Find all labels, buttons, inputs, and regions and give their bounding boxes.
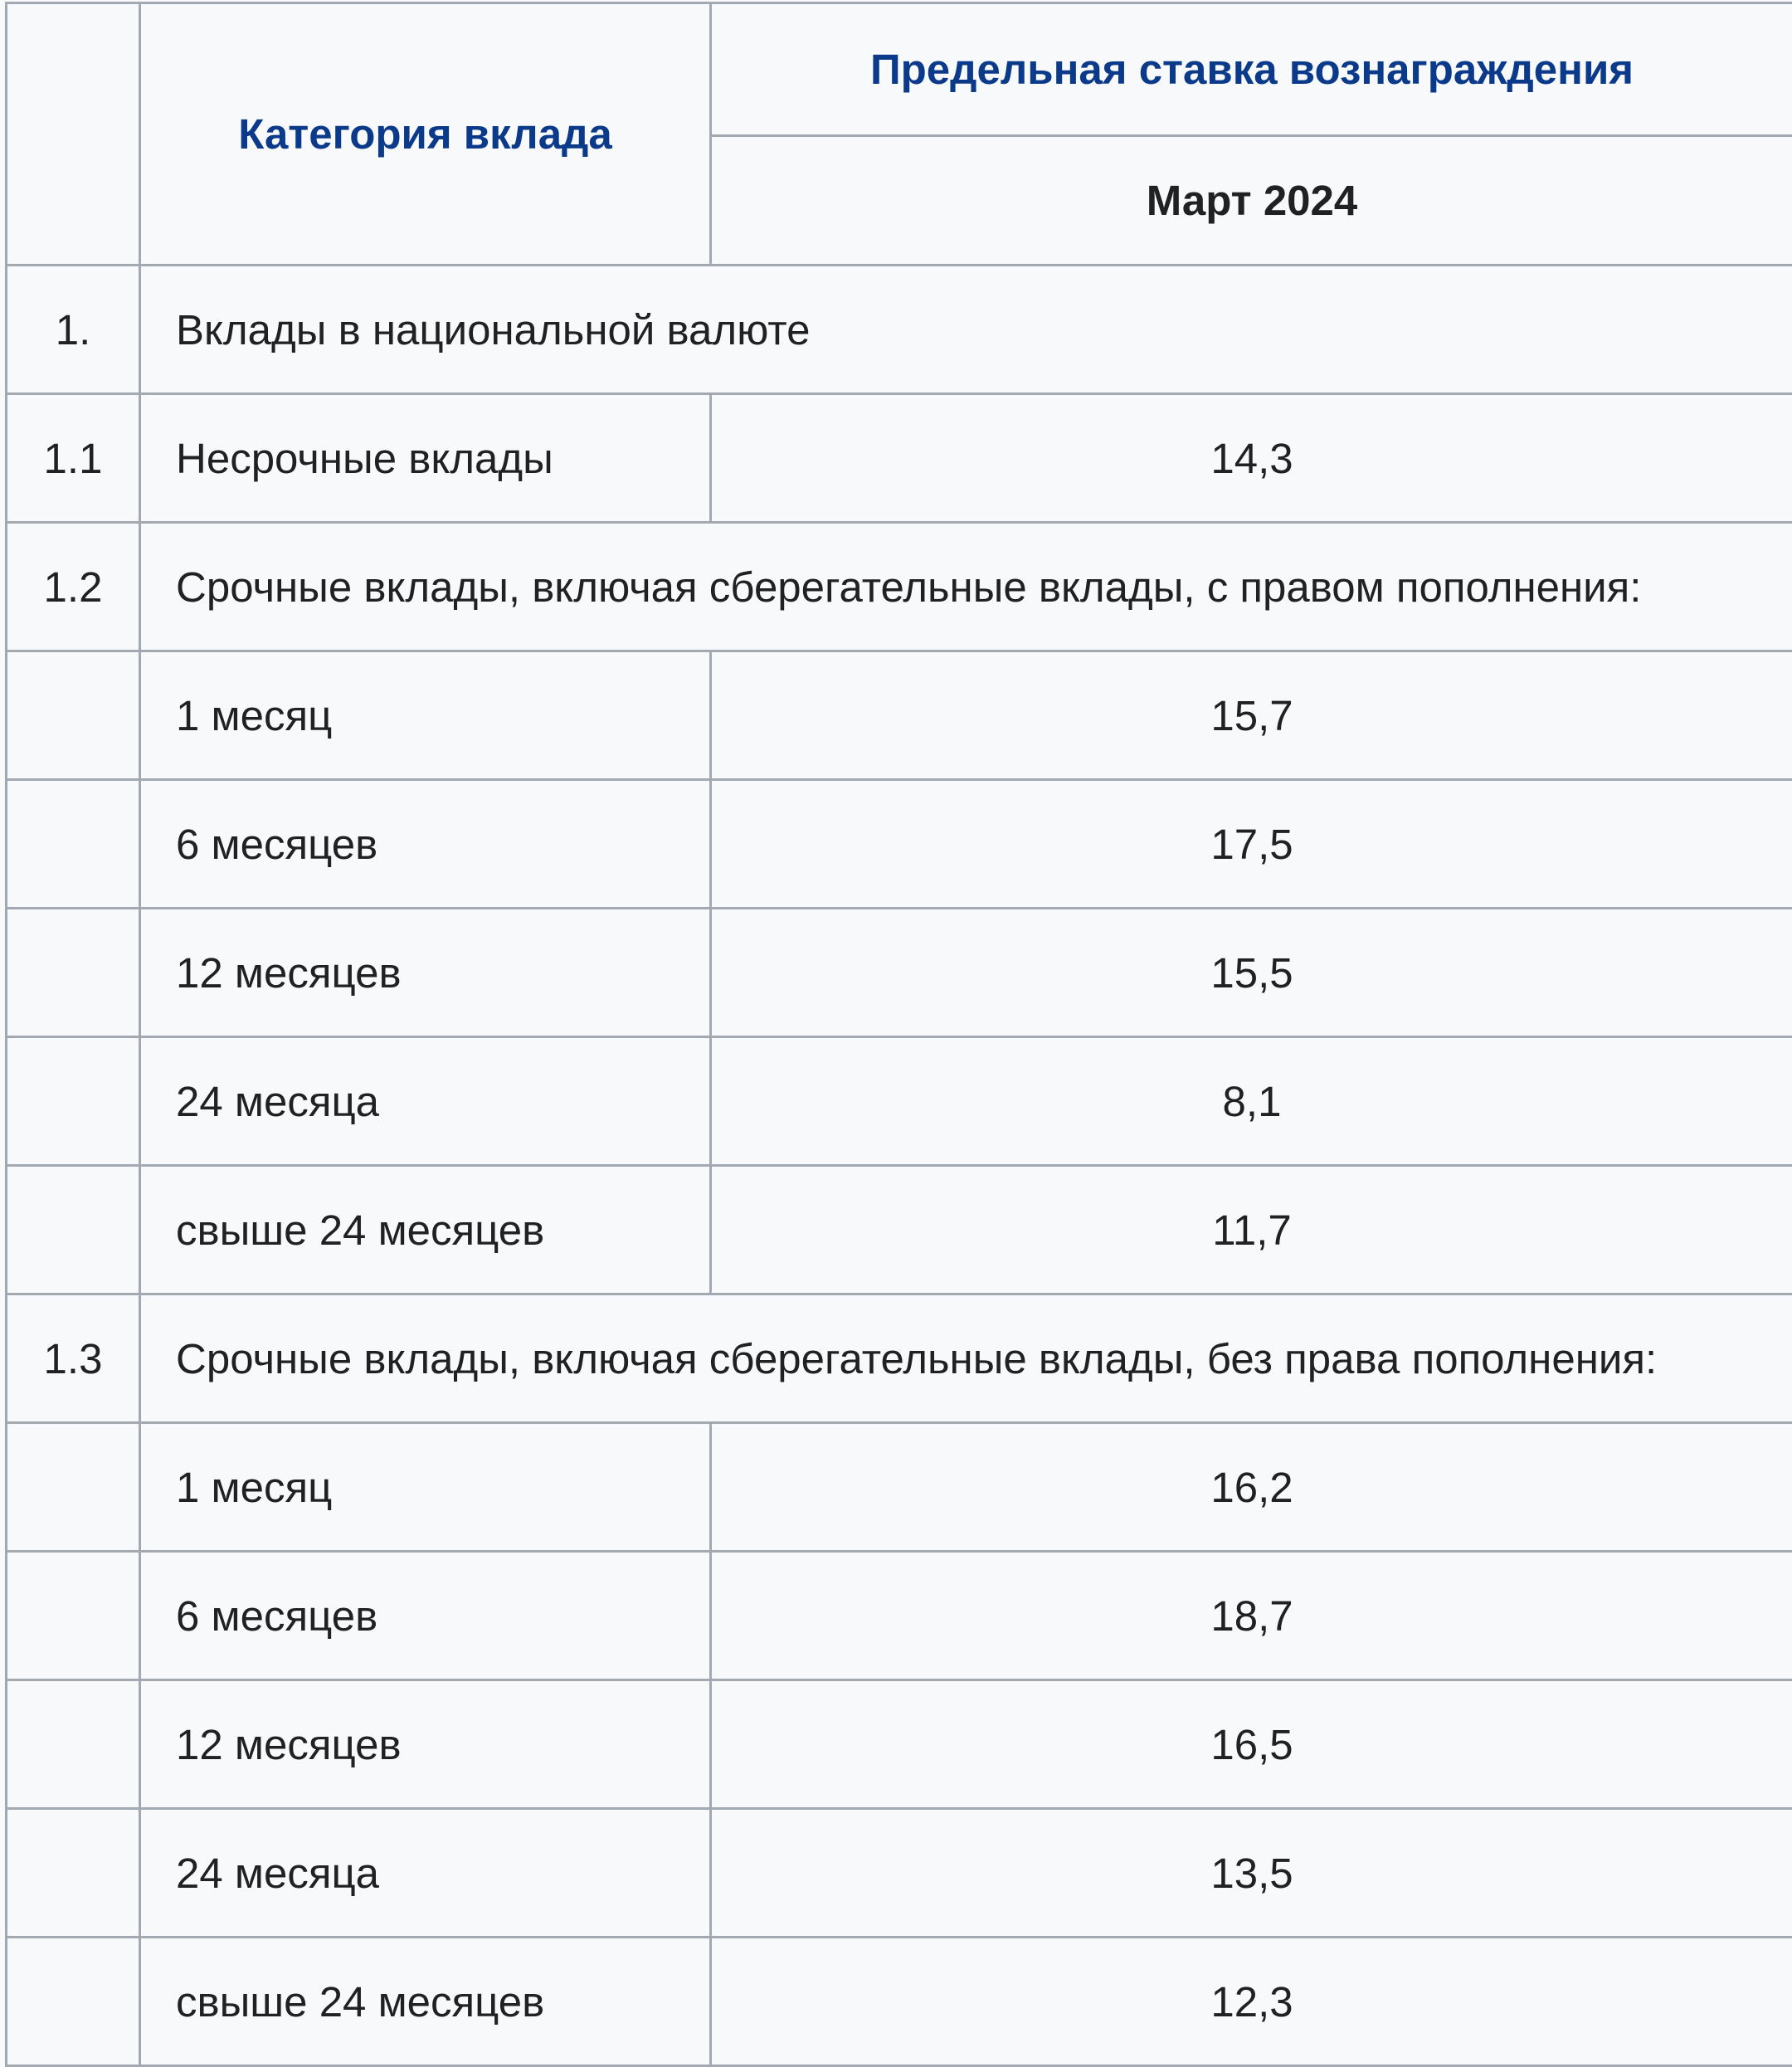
row-value: 8,1 xyxy=(711,1037,1792,1166)
row-value: 18,7 xyxy=(711,1552,1792,1680)
table-row xyxy=(7,780,1792,909)
table-row xyxy=(7,1809,1792,1938)
row-value: 16,2 xyxy=(711,1423,1792,1552)
row-number xyxy=(7,1037,140,1166)
header-row xyxy=(7,3,1792,136)
header-rate-title: Предельная ставка вознаграждения xyxy=(711,3,1792,136)
table-row xyxy=(7,394,1792,523)
row-value: 15,5 xyxy=(711,909,1792,1037)
deposit-rates-table xyxy=(5,2,1792,2067)
row-number: 1.1 xyxy=(7,394,140,523)
section-row xyxy=(7,266,1792,394)
row-number xyxy=(7,1680,140,1809)
row-category: Несрочные вклады xyxy=(140,394,711,523)
row-category: свыше 24 месяцев xyxy=(140,1166,711,1294)
group-header-row xyxy=(7,1294,1792,1423)
header-category: Категория вклада xyxy=(140,3,711,266)
group-title: Срочные вклады, включая сберегательные вклады, с правом пополнения: xyxy=(140,523,1792,651)
table-row xyxy=(7,1423,1792,1552)
row-number xyxy=(7,1552,140,1680)
table-row xyxy=(7,1037,1792,1166)
table-row xyxy=(7,1938,1792,2066)
group-header-row xyxy=(7,523,1792,651)
row-number xyxy=(7,780,140,909)
row-value: 13,5 xyxy=(711,1809,1792,1938)
section-number: 1. xyxy=(7,266,140,394)
section-title xyxy=(140,266,1792,394)
row-category: 1 месяц xyxy=(140,651,711,780)
header-period: Март 2024 xyxy=(711,136,1792,266)
row-value: 16,5 xyxy=(711,1680,1792,1809)
row-number xyxy=(7,651,140,780)
row-category: 24 месяца xyxy=(140,1809,711,1938)
group-number: 1.2 xyxy=(7,523,140,651)
row-number xyxy=(7,1809,140,1938)
row-value: 17,5 xyxy=(711,780,1792,909)
row-number xyxy=(7,1166,140,1294)
row-category: 6 месяцев xyxy=(140,1552,711,1680)
row-value: 15,7 xyxy=(711,651,1792,780)
row-category: 24 месяца xyxy=(140,1037,711,1166)
section-title-bold: национальной валюте xyxy=(373,306,811,353)
row-category: 12 месяцев xyxy=(140,1680,711,1809)
table-row xyxy=(7,1552,1792,1680)
row-number xyxy=(7,1423,140,1552)
group-title: Срочные вклады, включая сберегательные вклады, без права пополнения: xyxy=(140,1294,1792,1423)
table-row xyxy=(7,651,1792,780)
row-value: 11,7 xyxy=(711,1166,1792,1294)
row-category: 6 месяцев xyxy=(140,780,711,909)
header-number-cell xyxy=(7,3,140,266)
row-value: 12,3 xyxy=(711,1938,1792,2066)
row-number xyxy=(7,1938,140,2066)
row-category: 1 месяц xyxy=(140,1423,711,1552)
row-number xyxy=(7,909,140,1037)
table-row xyxy=(7,1166,1792,1294)
row-category: свыше 24 месяцев xyxy=(140,1938,711,2066)
table-row xyxy=(7,1680,1792,1809)
group-number: 1.3 xyxy=(7,1294,140,1423)
section-title-light: Вклады в xyxy=(176,306,373,353)
row-value: 14,3 xyxy=(711,394,1792,523)
row-category: 12 месяцев xyxy=(140,909,711,1037)
table-row xyxy=(7,909,1792,1037)
